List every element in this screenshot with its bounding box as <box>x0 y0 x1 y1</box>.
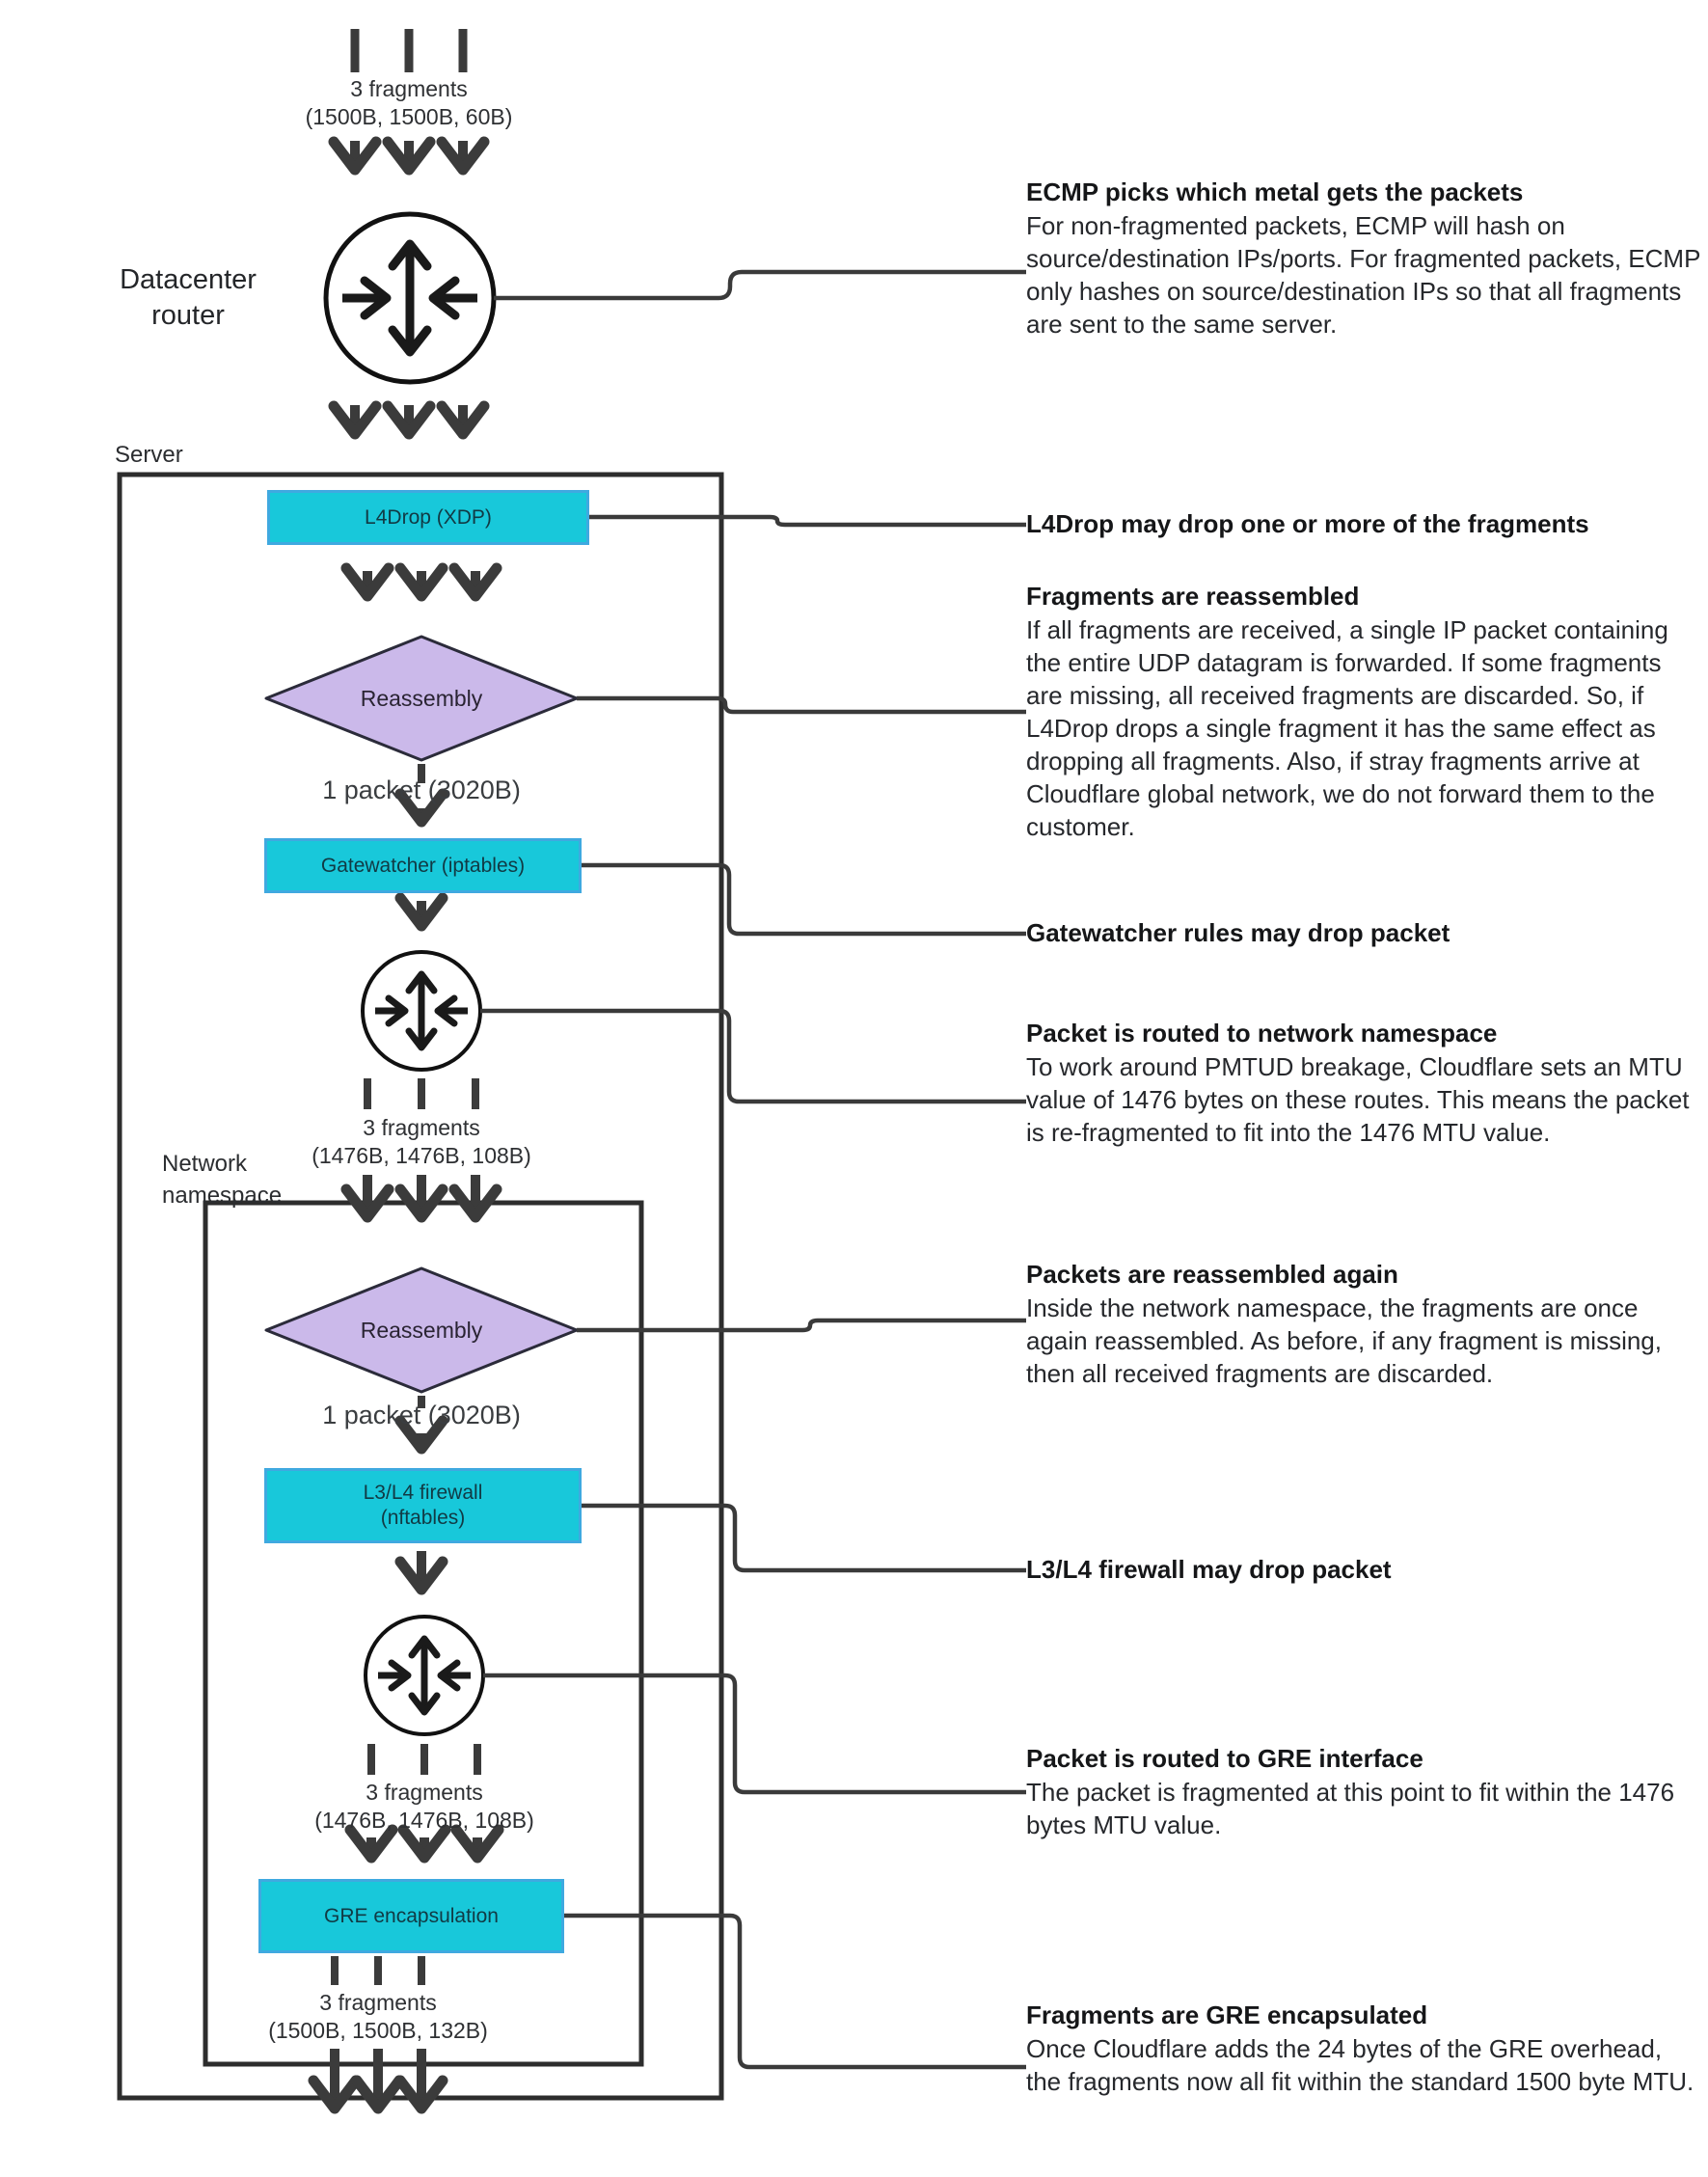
annotation-title: Packet is routed to GRE interface <box>1026 1744 1423 1773</box>
annotation-body: Inside the network namespace, the fragments are once again reassembled. As before, if any fragment is missing, then all received fragments are discarded. <box>1026 1293 1662 1388</box>
top-fragment-marks <box>355 29 463 72</box>
gre-encapsulation-node <box>258 1879 564 1953</box>
annotation-gatewatcher <box>1026 916 1701 950</box>
annotation-title: Fragments are GRE encapsulated <box>1026 2000 1428 2029</box>
arrows-into-datacenter-router <box>355 141 463 166</box>
out-fragments-count: 3 fragments <box>319 1990 437 2015</box>
annotation-title: Fragments are reassembled <box>1026 582 1360 611</box>
datacenter-router-icon <box>326 214 494 382</box>
annotation-gre-encapsulated <box>1026 1999 1701 2098</box>
gre-fragments-count: 3 fragments <box>366 1780 483 1805</box>
out-fragments-sizes: (1500B, 1500B, 132B) <box>268 2018 488 2043</box>
gre-fragments-label <box>289 1779 559 1835</box>
annotation-ecmp <box>1026 176 1701 340</box>
out-fragment-marks <box>335 1956 421 1985</box>
annotation-body: To work around PMTUD breakage, Cloudflare sets an MTU value of 1476 bytes on these routes. This means the packet is re-fragmented to fit into the 1476 MTU value. <box>1026 1052 1690 1147</box>
mid-fragment-marks <box>367 1078 475 1109</box>
reassembly2-label: Reassembly <box>360 1318 483 1343</box>
arrows-into-namespace <box>367 1175 475 1213</box>
arrows-into-gre <box>371 1837 477 1854</box>
l4drop-node <box>267 490 589 545</box>
gre-fragments-sizes: (1476B, 1476B, 108B) <box>314 1808 534 1833</box>
annotation-title: L3/L4 firewall may drop packet <box>1026 1555 1392 1584</box>
annotation-title: L4Drop may drop one or more of the fragments <box>1026 509 1589 538</box>
mid-fragments-label <box>286 1114 556 1170</box>
l3l4-firewall-node <box>264 1468 582 1543</box>
annotation-firewall <box>1026 1553 1701 1587</box>
annotation-title: Packets are reassembled again <box>1026 1260 1398 1289</box>
l3l4-firewall-label-line2: (nftables) <box>380 1507 466 1529</box>
mid-fragments-count: 3 fragments <box>363 1115 480 1140</box>
server-box-label: Server <box>115 442 183 468</box>
gatewatcher-node <box>264 838 582 893</box>
gre-fragment-marks <box>371 1744 477 1775</box>
annotation-body: Once Cloudflare adds the 24 bytes of the GRE overhead, the fragments now all fit within the standard 1500 byte MTU. <box>1026 2034 1694 2096</box>
annotation-reassembled-again <box>1026 1258 1701 1390</box>
annotation-title: Packet is routed to network namespace <box>1026 1019 1498 1048</box>
datacenter-router-label: Datacenter router <box>120 264 257 331</box>
top-fragments-sizes: (1500B, 1500B, 60B) <box>305 104 513 129</box>
annotation-l4drop <box>1026 507 1701 541</box>
annotation-reassembled <box>1026 580 1701 843</box>
l3l4-firewall-label-line1: L3/L4 firewall <box>363 1482 483 1504</box>
network-namespace-label: Network namespace <box>162 1151 283 1209</box>
arrows-l4drop-to-reassembly <box>367 571 475 592</box>
top-fragments-count: 3 fragments <box>350 76 468 101</box>
annotation-title: Gatewatcher rules may drop packet <box>1026 918 1450 947</box>
annotation-title: ECMP picks which metal gets the packets <box>1026 177 1524 206</box>
annotation-body: For non-fragmented packets, ECMP will hash on source/destination IPs/ports. For fragmented packets, ECMP only hashes on source/destination IPs so that all fragments are sent to the same server. <box>1026 211 1700 339</box>
annotation-body: The packet is fragmented at this point to fit within the 1476 bytes MTU value. <box>1026 1778 1675 1839</box>
annotation-gre-interface <box>1026 1742 1701 1841</box>
annotation-body: If all fragments are received, a single IP packet containing the entire UDP datagram is forwarded. If some fragments are missing, all received fragments are discarded. So, if L4Drop drops a single fragment it has the same effect as dropping all fragments. Also, if stray fragments arrive at Cloudflare global network, we do not forward them to the customer. <box>1026 615 1668 841</box>
annotation-routed-namespace <box>1026 1017 1701 1149</box>
reassembly1-label: Reassembly <box>360 686 483 711</box>
l4drop-label: L4Drop (XDP) <box>365 505 492 529</box>
top-fragments-label <box>274 75 544 131</box>
packet2-label: 1 packet (3020B) <box>322 1401 521 1429</box>
packet1-label: 1 packet (3020B) <box>322 776 521 804</box>
gatewatcher-label: Gatewatcher (iptables) <box>320 854 526 877</box>
mid-fragments-sizes: (1476B, 1476B, 108B) <box>312 1143 531 1168</box>
arrows-router-to-server <box>355 405 463 430</box>
gre-router-icon <box>366 1617 483 1734</box>
gre-encapsulation-label: GRE encapsulation <box>324 1904 499 1927</box>
namespace-router-icon <box>363 952 480 1070</box>
out-fragments-label <box>243 1989 513 2045</box>
